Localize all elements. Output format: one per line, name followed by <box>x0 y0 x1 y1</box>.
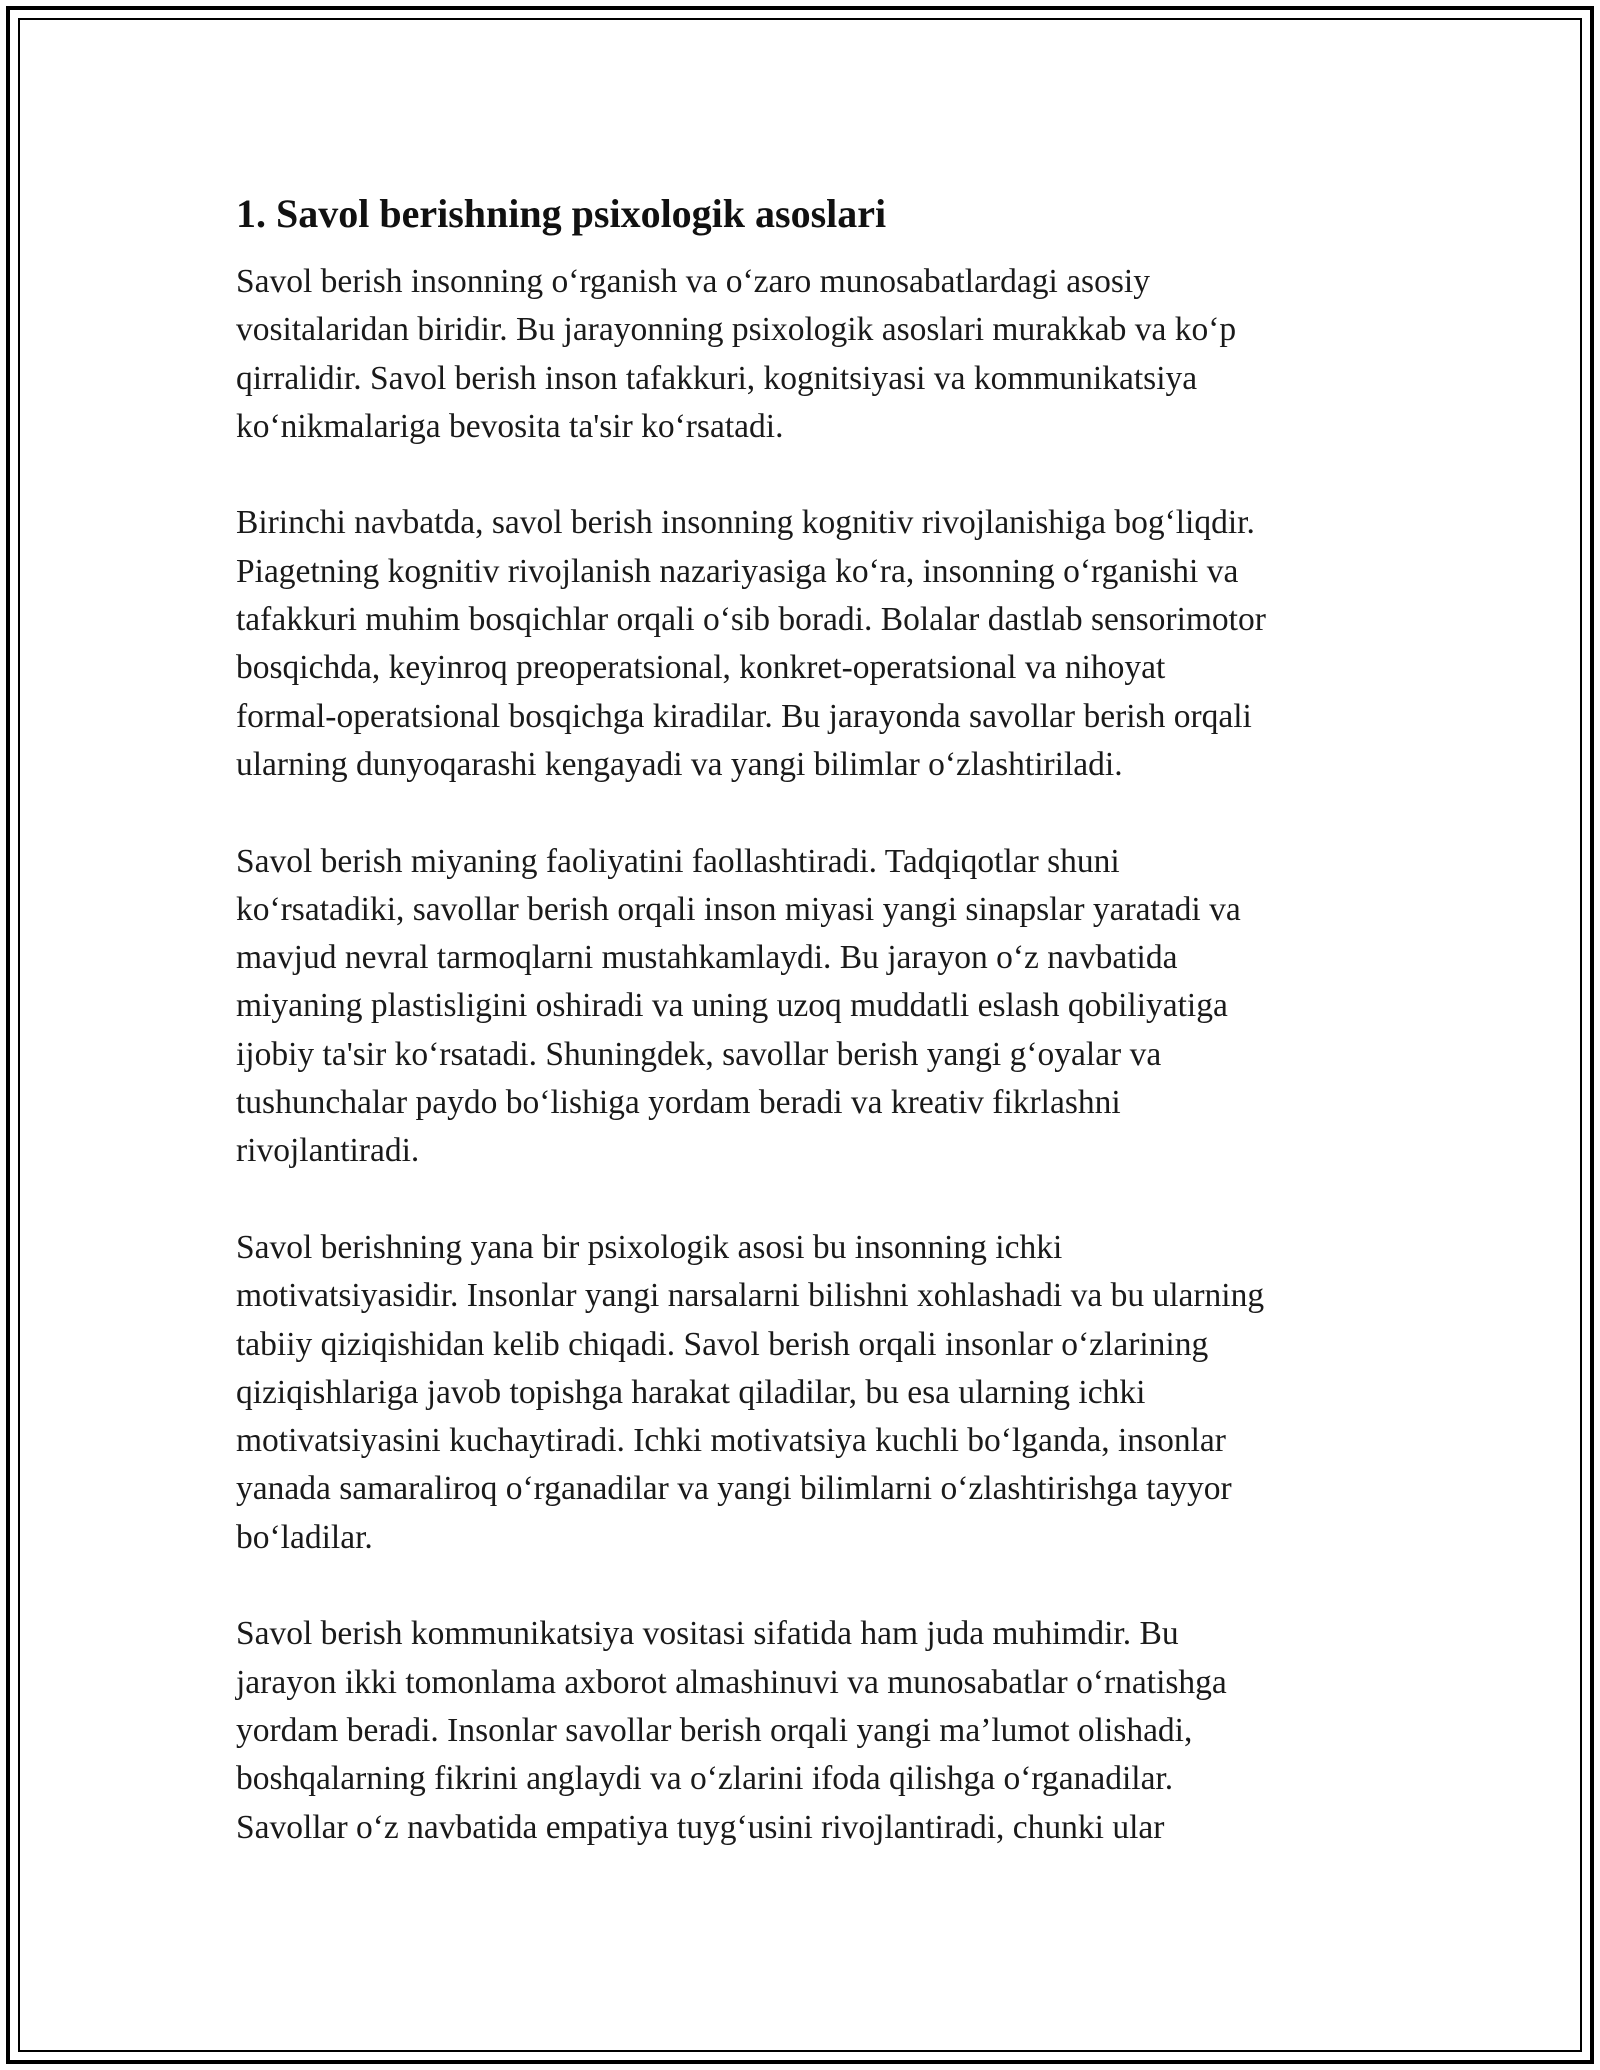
paragraph-5 <box>236 1610 1376 1851</box>
text-line: mavjud nevral tarmoqlarni mustahkamlaydi. Bu jarayon o‘z navbatida <box>236 939 1178 977</box>
text-line: Savol berish kommunikatsiya vositasi sifatida ham juda muhimdir. Bu <box>236 1615 1179 1653</box>
text-line: tushunchalar paydo bo‘lishiga yordam beradi va kreativ fikrlashni <box>236 1084 1121 1122</box>
text-line: ijobiy ta'sir ko‘rsatadi. Shuningdek, savollar berish yangi g‘oyalar va <box>236 1035 1162 1073</box>
paragraph-2 <box>236 499 1376 789</box>
text-line: ko‘rsatadiki, savollar berish orqali inson miyasi yangi sinapslar yaratadi va <box>236 890 1241 928</box>
text-line: rivojlantiradi. <box>236 1132 420 1170</box>
text-line: formal-operatsional bosqichga kiradilar. Bu jarayonda savollar berish orqali <box>236 697 1252 735</box>
text-line: Piagetning kognitiv rivojlanish nazariyasiga ko‘ra, insonning o‘rganishi va <box>236 552 1239 590</box>
text-line: ularning dunyoqarashi kengayadi va yangi bilimlar o‘zlashtiriladi. <box>236 745 1123 783</box>
paragraph-4 <box>236 1224 1376 1562</box>
text-line: ko‘nikmalariga bevosita ta'sir ko‘rsatadi. <box>236 407 784 445</box>
text-line: qiziqishlariga javob topishga harakat qiladilar, bu esa ularning ichki <box>236 1373 1146 1411</box>
text-line: tafakkuri muhim bosqichlar orqali o‘sib boradi. Bolalar dastlab sensorimotor <box>236 601 1266 639</box>
text-line: vositalaridan biridir. Bu jarayonning psixologik asoslari murakkab va ko‘p <box>236 311 1237 349</box>
paragraph-1 <box>236 258 1376 451</box>
text-line: qirralidir. Savol berish inson tafakkuri, kognitsiyasi va kommunikatsiya <box>236 359 1198 397</box>
text-line: boshqalarning fikrini anglaydi va o‘zlarini ifoda qilishga o‘rganadilar. <box>236 1760 1174 1798</box>
text-line: yanada samaraliroq o‘rganadilar va yangi bilimlarni o‘zlashtirishga tayyor <box>236 1470 1232 1508</box>
section-heading: 1. Savol berishning psixologik asoslari <box>236 191 887 236</box>
document-body <box>236 186 1376 1900</box>
text-line: motivatsiyasidir. Insonlar yangi narsalarni bilishni xohlashadi va bu ularning <box>236 1277 1265 1315</box>
text-line: Savol berish insonning o‘rganish va o‘zaro munosabatlardagi asosiy <box>236 263 1150 300</box>
text-line: tabiiy qiziqishidan kelib chiqadi. Savol berish orqali insonlar o‘zlarining <box>236 1325 1209 1363</box>
paragraph-3 <box>236 838 1376 1176</box>
text-line: miyaning plastisligini oshiradi va uning uzoq muddatli eslash qobiliyatiga <box>236 987 1228 1025</box>
text-line: Birinchi navbatda, savol berish insonning kognitiv rivojlanishiga bog‘liqdir. <box>236 504 1255 542</box>
text-line: Savol berish miyaning faoliyatini faollashtiradi. Tadqiqotlar shuni <box>236 842 1120 880</box>
text-line: jarayon ikki tomonlama axborot almashinuvi va munosabatlar o‘rnatishga <box>236 1663 1227 1701</box>
text-line: bo‘ladilar. <box>236 1518 373 1556</box>
text-line: bosqichda, keyinroq preoperatsional, konkret-operatsional va nihoyat <box>236 649 1166 687</box>
text-line: Savol berishning yana bir psixologik asosi bu insonning ichki <box>236 1228 1063 1266</box>
text-line: yordam beradi. Insonlar savollar berish orqali yangi ma’lumot olishadi, <box>236 1711 1193 1749</box>
text-line: Savollar o‘z navbatida empatiya tuyg‘usini rivojlantiradi, chunki ular <box>236 1808 1165 1846</box>
text-line: motivatsiyasini kuchaytiradi. Ichki motivatsiya kuchli bo‘lganda, insonlar <box>236 1422 1226 1460</box>
